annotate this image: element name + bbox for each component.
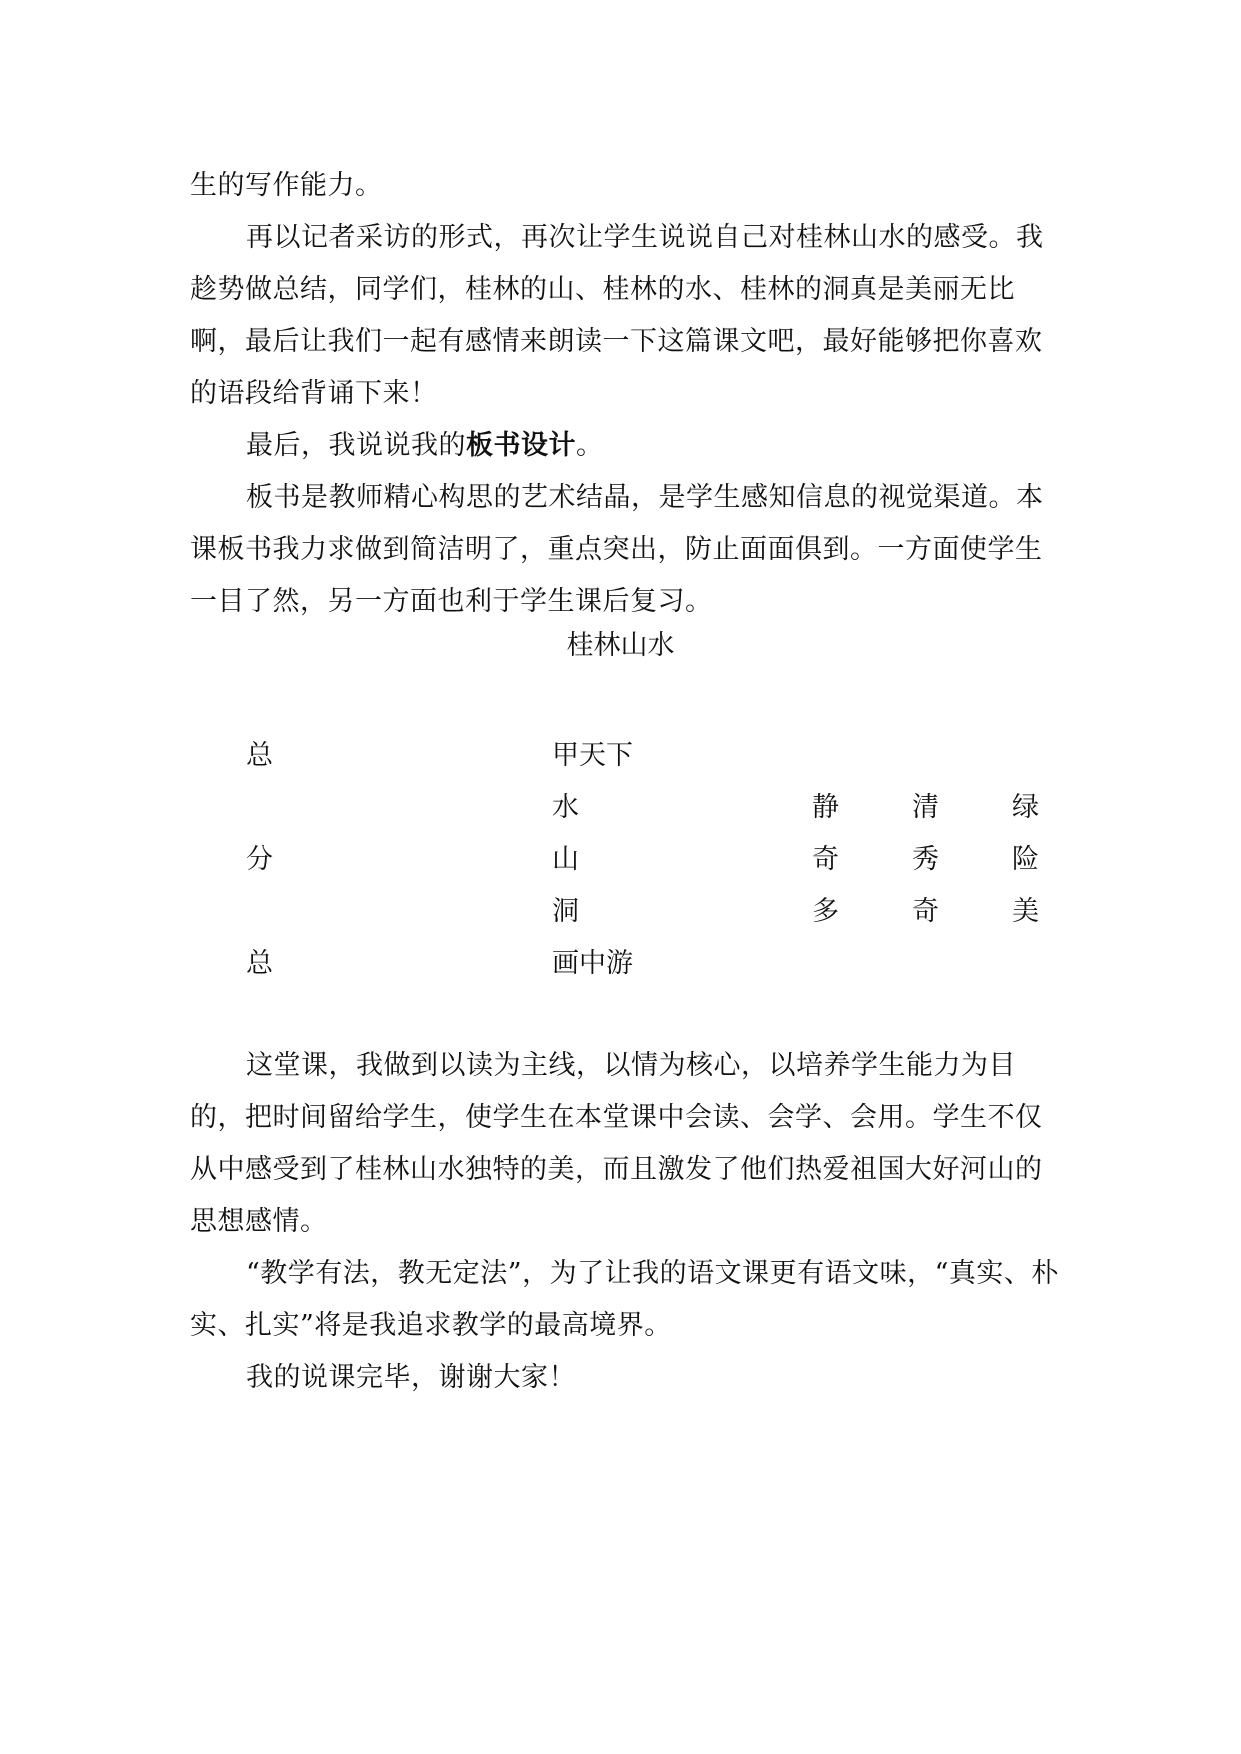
paragraph-closing: 我的说课完毕，谢谢大家！ bbox=[246, 1362, 576, 1393]
board-intro-bold: 板书设计 bbox=[466, 430, 576, 461]
board-trait: 多 bbox=[812, 896, 839, 927]
paragraph-summary: 这堂课，我做到以读为主线，以情为核心，以培养学生能力为目的，把时间留给学生，使学生在本堂课中会读、会学、会用。学生不仅从中感受到了桂林山水独特的美，而且激发了他们热爱祖国大好河山的思想感情。 bbox=[190, 1050, 1043, 1237]
board-topic: 水 bbox=[552, 792, 579, 823]
paragraph-board-description: 板书是教师精心构思的艺术结晶，是学生感知信息的视觉渠道。本课板书我力求做到简洁明了，重点突出，防止面面俱到。一方面使学生一目了然，另一方面也利于学生课后复习。 bbox=[190, 482, 1044, 617]
board-section-label: 分 bbox=[246, 844, 273, 875]
board-trait: 绿 bbox=[1012, 792, 1039, 823]
board-trait: 秀 bbox=[912, 844, 939, 875]
board-intro-prefix: 最后，我说说我的 bbox=[246, 430, 466, 461]
board-trait: 清 bbox=[912, 792, 939, 823]
board-topic: 画中游 bbox=[552, 948, 633, 979]
board-topic: 甲天下 bbox=[552, 740, 633, 771]
paragraph-interview: 再以记者采访的形式，再次让学生说说自己对桂林山水的感受。我趁势做总结，同学们，桂林的山、桂林的水、桂林的洞真是美丽无比啊，最后让我们一起有感情来朗读一下这篇课文吧，最好能够把你喜欢的语段给背诵下来！ bbox=[190, 222, 1044, 409]
bottom-text-section bbox=[190, 1040, 1060, 1404]
board-trait: 险 bbox=[1012, 844, 1039, 875]
board-trait: 奇 bbox=[912, 896, 939, 927]
board-section-label: 总 bbox=[246, 948, 273, 979]
board-trait: 美 bbox=[1012, 896, 1039, 927]
board-section-label: 总 bbox=[246, 740, 273, 771]
board-topic: 山 bbox=[552, 844, 579, 875]
board-topic: 洞 bbox=[552, 896, 579, 927]
board-trait: 静 bbox=[812, 792, 839, 823]
board-intro-suffix: 。 bbox=[576, 430, 604, 461]
board-trait: 奇 bbox=[812, 844, 839, 875]
paragraph-continued: 生的写作能力。 bbox=[190, 170, 383, 201]
board-title: 桂林山水 bbox=[566, 630, 675, 661]
paragraph-teaching-method: “教学有法，教无定法”，为了让我的语文课更有语文味，“真实、朴实、扎实”将是我追求教学的最高境界。 bbox=[190, 1258, 1059, 1341]
